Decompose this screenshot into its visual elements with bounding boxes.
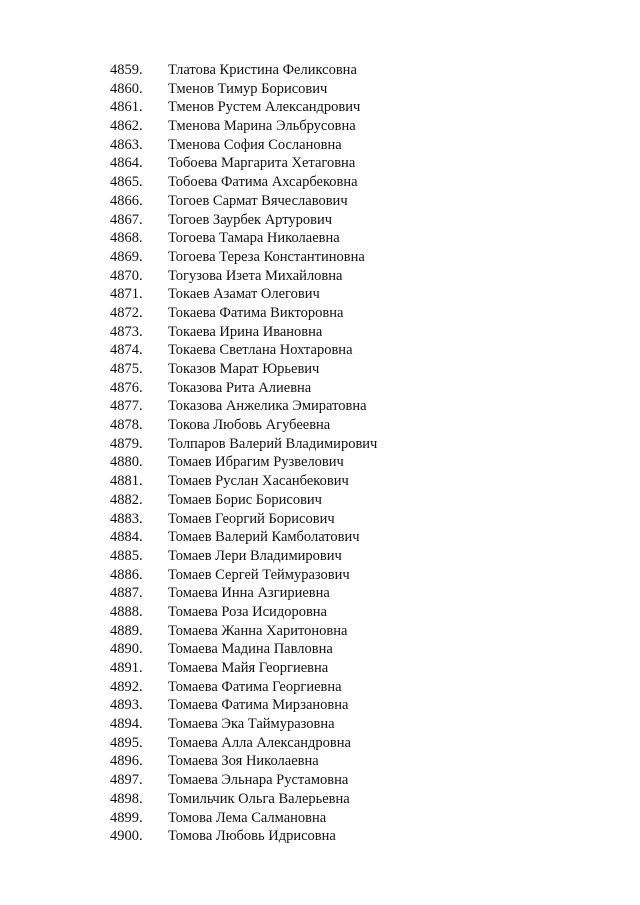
entry-number: 4867. xyxy=(110,211,143,228)
list-item xyxy=(0,379,640,398)
entry-name: Толпаров Валерий Владимирович xyxy=(168,435,378,452)
entry-number: 4865. xyxy=(110,174,143,191)
entry-number: 4868. xyxy=(110,230,143,247)
entry-number: 4862. xyxy=(110,118,143,135)
list-item xyxy=(0,752,640,771)
list-item xyxy=(0,790,640,809)
entry-name: Томаева Зоя Николаевна xyxy=(168,753,319,770)
list-item xyxy=(0,117,640,136)
list-item xyxy=(0,491,640,510)
entry-number: 4880. xyxy=(110,454,143,471)
entry-number: 4887. xyxy=(110,585,143,602)
entry-name: Томаева Эльнара Рустамовна xyxy=(168,772,349,789)
entry-name: Томаева Майя Георгиевна xyxy=(168,660,329,676)
list-item xyxy=(0,192,640,211)
list-item xyxy=(0,696,640,715)
entry-number: 4900. xyxy=(110,828,143,845)
entry-number: 4871. xyxy=(110,286,143,303)
entry-number: 4898. xyxy=(110,790,143,807)
entry-name: Тогоев Заурбек Артурович xyxy=(168,211,333,228)
list-item xyxy=(0,397,640,416)
entry-name: Токаев Азамат Олегович xyxy=(168,286,320,303)
entry-name: Томаева Фатима Георгиевна xyxy=(168,678,342,695)
list-item xyxy=(0,566,640,585)
entry-name: Томаева Алла Александровна xyxy=(168,734,351,751)
list-item xyxy=(0,678,640,697)
entry-name: Тогоев Сармат Вячеславович xyxy=(168,192,348,209)
entry-number: 4899. xyxy=(110,809,143,826)
entry-name: Токазова Рита Алиевна xyxy=(168,379,312,396)
entry-name: Томаев Борис Борисович xyxy=(168,491,322,508)
list-item xyxy=(0,416,640,435)
entry-name: Токазова Анжелика Эмиратовна xyxy=(168,398,367,415)
entry-name: Тогоева Тереза Константиновна xyxy=(168,248,365,265)
list-item xyxy=(0,323,640,342)
list-item xyxy=(0,136,640,155)
list-item xyxy=(0,154,640,173)
list-item xyxy=(0,267,640,286)
list-item xyxy=(0,734,640,753)
list-item xyxy=(0,472,640,491)
entry-number: 4866. xyxy=(110,192,143,209)
entry-name: Тменов Рустем Александрович xyxy=(168,99,361,116)
list-item xyxy=(0,603,640,622)
list-item xyxy=(0,510,640,529)
entry-name: Тобоева Маргарита Хетаговна xyxy=(168,155,356,172)
name-list xyxy=(0,61,640,846)
list-item xyxy=(0,453,640,472)
entry-number: 4892. xyxy=(110,678,143,695)
entry-name: Токаева Светлана Нохтаровна xyxy=(168,342,353,359)
entry-name: Томаев Лери Владимирович xyxy=(168,547,342,564)
entry-name: Томова Любовь Идрисовна xyxy=(168,828,336,845)
entry-name: Тменова София Сослановна xyxy=(168,136,342,153)
entry-name: Томаева Роза Исидоровна xyxy=(168,603,327,620)
entry-number: 4889. xyxy=(110,622,143,639)
entry-number: 4890. xyxy=(110,641,143,658)
entry-number: 4860. xyxy=(110,80,143,97)
entry-name: Томаева Жанна Харитоновна xyxy=(168,622,348,639)
entry-number: 4881. xyxy=(110,473,143,490)
entry-name: Томаева Инна Азгириевна xyxy=(168,585,330,602)
entry-number: 4878. xyxy=(110,417,143,434)
entry-number: 4894. xyxy=(110,716,143,733)
list-item xyxy=(0,640,640,659)
entry-number: 4876. xyxy=(110,379,143,396)
entry-name: Томаева Эка Таймуразовна xyxy=(168,716,335,733)
entry-number: 4875. xyxy=(110,361,143,377)
list-item xyxy=(0,715,640,734)
entry-name: Тлатова Кристина Феликсовна xyxy=(168,62,357,78)
list-item xyxy=(0,304,640,323)
entry-number: 4897. xyxy=(110,772,143,789)
entry-name: Томаев Сергей Теймуразович xyxy=(168,566,350,583)
entry-number: 4859. xyxy=(110,62,143,78)
list-item xyxy=(0,98,640,117)
entry-number: 4895. xyxy=(110,734,143,751)
entry-name: Токаева Ирина Ивановна xyxy=(168,323,323,340)
entry-number: 4883. xyxy=(110,510,143,527)
entry-number: 4869. xyxy=(110,248,143,265)
list-item xyxy=(0,285,640,304)
list-item xyxy=(0,827,640,846)
entry-number: 4884. xyxy=(110,529,143,546)
entry-number: 4872. xyxy=(110,304,143,321)
entry-name: Томаев Руслан Хасанбекович xyxy=(168,473,349,490)
list-item xyxy=(0,80,640,99)
entry-number: 4893. xyxy=(110,697,143,714)
list-item xyxy=(0,229,640,248)
entry-name: Тогоева Тамара Николаевна xyxy=(168,230,340,247)
entry-number: 4891. xyxy=(110,660,143,676)
entry-number: 4877. xyxy=(110,398,143,415)
entry-name: Томаева Мадина Павловна xyxy=(168,641,333,658)
entry-number: 4870. xyxy=(110,267,143,284)
entry-number: 4873. xyxy=(110,323,143,340)
list-item xyxy=(0,771,640,790)
list-item xyxy=(0,547,640,566)
entry-name: Томаев Ибрагим Рузвелович xyxy=(168,454,344,471)
entry-name: Токова Любовь Агубеевна xyxy=(168,417,331,434)
entry-name: Томова Лема Салмановна xyxy=(168,809,327,826)
entry-name: Томаев Георгий Борисович xyxy=(168,510,335,527)
entry-name: Токаева Фатима Викторовна xyxy=(168,304,344,321)
entry-name: Токазов Марат Юрьевич xyxy=(168,361,320,377)
entry-name: Тменова Марина Эльбрусовна xyxy=(168,118,356,135)
entry-number: 4864. xyxy=(110,155,143,172)
list-item xyxy=(0,659,640,678)
list-item xyxy=(0,528,640,547)
entry-number: 4885. xyxy=(110,547,143,564)
entry-number: 4896. xyxy=(110,753,143,770)
list-item xyxy=(0,584,640,603)
entry-name: Томильчик Ольга Валерьевна xyxy=(168,790,350,807)
entry-number: 4886. xyxy=(110,566,143,583)
entry-name: Томаев Валерий Камболатович xyxy=(168,529,360,546)
entry-name: Тобоева Фатима Ахсарбековна xyxy=(168,174,358,191)
entry-name: Тменов Тимур Борисович xyxy=(168,80,328,97)
entry-number: 4863. xyxy=(110,136,143,153)
entry-number: 4874. xyxy=(110,342,143,359)
entry-number: 4861. xyxy=(110,99,143,116)
list-item xyxy=(0,341,640,360)
list-item xyxy=(0,622,640,641)
list-item xyxy=(0,61,640,80)
entry-number: 4888. xyxy=(110,603,143,620)
entry-name: Томаева Фатима Мирзановна xyxy=(168,697,349,714)
list-item xyxy=(0,173,640,192)
list-item xyxy=(0,809,640,828)
list-item xyxy=(0,360,640,379)
list-item xyxy=(0,248,640,267)
list-item xyxy=(0,435,640,454)
entry-name: Тогузова Изета Михайловна xyxy=(168,267,343,284)
list-item xyxy=(0,211,640,230)
entry-number: 4879. xyxy=(110,435,143,452)
entry-number: 4882. xyxy=(110,491,143,508)
